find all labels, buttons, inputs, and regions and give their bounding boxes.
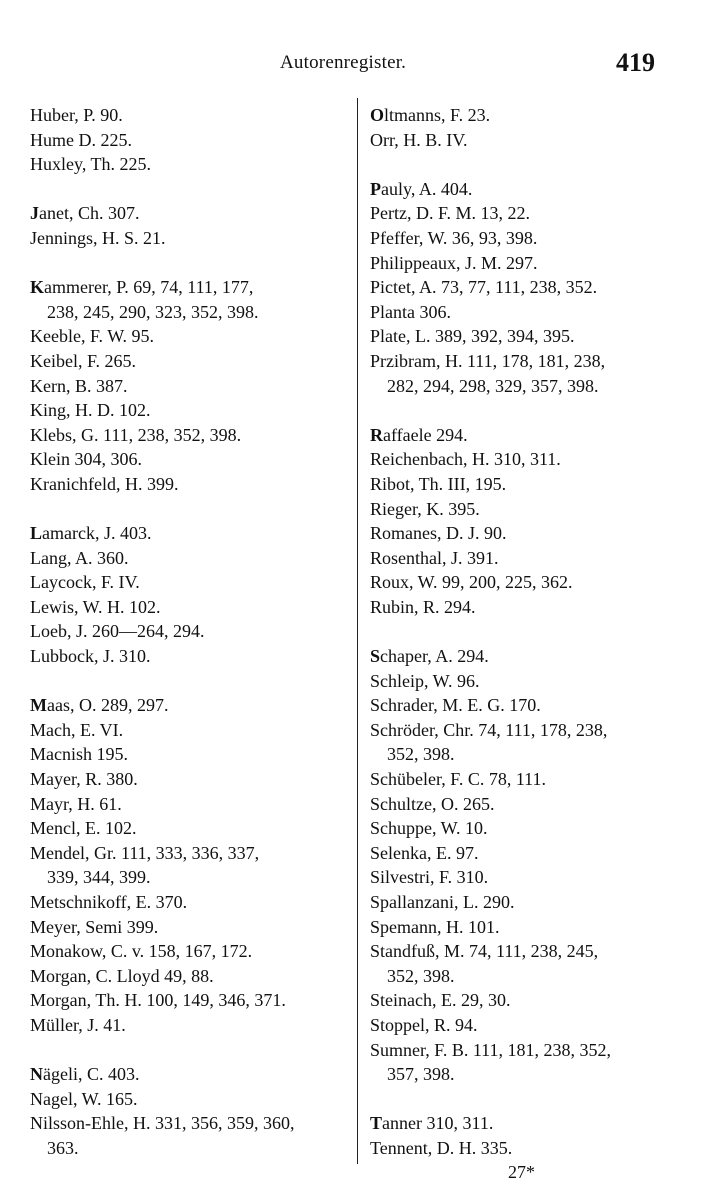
- index-entry-line: [370, 843, 478, 863]
- index-entry-line: [370, 990, 510, 1010]
- index-entry-text: Schultze, O. 265.: [370, 793, 495, 814]
- letter-initial: R: [370, 424, 383, 445]
- index-entry-line: [370, 720, 607, 740]
- index-entry-line: [30, 376, 128, 396]
- index-entry-line: [30, 523, 151, 543]
- index-entry: [30, 374, 345, 399]
- index-entry: [370, 816, 690, 841]
- index-entry: [30, 226, 345, 251]
- index-entry: [30, 103, 345, 128]
- index-entry-line: [370, 474, 506, 494]
- index-entry-line: [30, 744, 128, 764]
- index-entry-continuation: 363.: [47, 1137, 79, 1158]
- index-entry-text: Huber, P. 90.: [30, 105, 123, 125]
- index-entry: [370, 472, 690, 497]
- index-entry-text: ägeli, C. 403.: [43, 1064, 140, 1085]
- index-entry: [370, 275, 690, 300]
- index-entry-line: [370, 203, 530, 223]
- index-entry-text: King, H. D. 102.: [30, 400, 151, 421]
- index-entry-line: [370, 1113, 493, 1133]
- index-entry-text: Spallanzani, L. 290.: [370, 892, 515, 912]
- index-entry-text: Pertz, D. F. M. 13, 22.: [370, 203, 531, 224]
- index-entry-line: [30, 966, 214, 986]
- index-entry: [370, 939, 690, 988]
- index-entry-text: ltmanns, F. 23.: [384, 105, 491, 125]
- index-entry-line: [370, 351, 605, 371]
- index-entry: [370, 546, 690, 571]
- index-entry: [30, 890, 345, 915]
- index-entry-text: Ribot, Th. III, 195.: [370, 473, 507, 494]
- index-entry-line: [370, 425, 468, 445]
- index-entry-text: Rubin, R. 294.: [370, 596, 476, 617]
- index-entry-text: Standfuß, M. 74, 111, 238, 245,: [370, 941, 599, 962]
- index-entry-line: [30, 351, 136, 371]
- index-entry: [30, 841, 345, 890]
- letter-initial: K: [30, 277, 45, 298]
- index-entry-continuation: 357, 398.: [387, 1064, 455, 1085]
- index-entry-line: [30, 154, 151, 174]
- index-entry-line: [30, 277, 253, 297]
- index-entry: [370, 128, 690, 153]
- index-entry-text: Orr, H. B. IV.: [370, 129, 468, 150]
- index-entry-line: [30, 794, 122, 814]
- index-entry-text: Müller, J. 41.: [30, 1014, 126, 1035]
- index-entry-text: auly, A. 404.: [381, 178, 473, 199]
- index-entry-text: Metschnikoff, E. 370.: [30, 892, 188, 912]
- index-entry: [30, 521, 345, 546]
- index-entry: [370, 447, 690, 472]
- index-entry-text: Silvestri, F. 310.: [370, 867, 489, 888]
- letter-group-gap: [30, 669, 345, 694]
- index-entry-line: [370, 105, 490, 125]
- index-entry-line: [30, 572, 140, 592]
- index-entry-line: [30, 203, 140, 223]
- letter-group-gap: [370, 1087, 690, 1112]
- index-entry-line: [370, 695, 541, 715]
- index-entry: [370, 324, 690, 349]
- index-entry: [30, 718, 345, 743]
- index-entry: [30, 595, 345, 620]
- index-entry-text: Rieger, K. 395.: [370, 498, 480, 519]
- index-entry: [370, 841, 690, 866]
- index-entry-text: aas, O. 289, 297.: [47, 695, 169, 716]
- index-entry-line: [30, 597, 161, 617]
- index-entry-text: affaele 294.: [383, 424, 468, 445]
- index-entry-text: Mach, E. VI.: [30, 719, 124, 740]
- index-entry: [370, 300, 690, 325]
- index-entry-line: [30, 1089, 138, 1109]
- index-entry-text: Romanes, D. J. 90.: [370, 523, 507, 544]
- index-entry: [370, 1038, 690, 1087]
- index-entry-line: [370, 130, 467, 150]
- index-entry: [370, 1111, 690, 1136]
- index-entry-text: Mayer, R. 380.: [30, 769, 138, 790]
- index-entry: [30, 1111, 345, 1160]
- index-entry: [370, 693, 690, 718]
- index-entry: [370, 423, 690, 448]
- index-entry: [370, 251, 690, 276]
- index-entry-text: Macnish 195.: [30, 744, 128, 765]
- index-entry-line: [30, 425, 241, 445]
- index-entry-line: [370, 671, 480, 691]
- index-entry: [370, 644, 690, 669]
- index-entry-line: [30, 892, 187, 912]
- index-entry-line: [30, 720, 123, 740]
- index-entry-line: [30, 474, 178, 494]
- index-entry-text: Stoppel, R. 94.: [370, 1014, 478, 1035]
- letter-initial: N: [30, 1064, 43, 1085]
- index-entry-line: [370, 326, 575, 346]
- index-entry-line: [30, 449, 142, 469]
- index-entry: [370, 226, 690, 251]
- index-entry-continuation: 352, 398.: [387, 965, 455, 986]
- index-entry: [30, 988, 345, 1013]
- index-entry-text: Nilsson-Ehle, H. 331, 356, 359, 360,: [30, 1113, 295, 1134]
- index-entry-text: chaper, A. 294.: [380, 646, 489, 667]
- index-entry-text: Schleip, W. 96.: [370, 670, 480, 691]
- index-entry-line: [30, 548, 129, 568]
- letter-group-gap: [370, 152, 690, 177]
- index-entry-continuation: 238, 245, 290, 323, 352, 398.: [47, 301, 259, 322]
- index-entry-text: Lang, A. 360.: [30, 547, 129, 568]
- index-entry-line: [30, 400, 151, 420]
- index-entry: [30, 693, 345, 718]
- index-entry-text: Philippeaux, J. M. 297.: [370, 252, 538, 273]
- column-divider: [357, 98, 358, 1164]
- index-entry: [30, 349, 345, 374]
- index-entry: [30, 1013, 345, 1038]
- index-entry: [30, 619, 345, 644]
- index-entry-line: [370, 302, 451, 322]
- index-entry-text: Schuppe, W. 10.: [370, 818, 488, 839]
- index-entry-text: Reichenbach, H. 310, 311.: [370, 449, 561, 470]
- running-head: Autorenregister.: [280, 52, 407, 73]
- index-entry-text: anner 310, 311.: [382, 1113, 494, 1134]
- index-entry: [370, 718, 690, 767]
- index-entry-text: Kern, B. 387.: [30, 375, 128, 396]
- index-entry-line: [370, 572, 573, 592]
- page-header: [0, 48, 713, 82]
- index-entry: [30, 447, 345, 472]
- index-entry: [370, 1136, 690, 1161]
- index-entry-text: Pictet, A. 73, 77, 111, 238, 352.: [370, 277, 598, 298]
- index-entry: [370, 177, 690, 202]
- index-entry: [370, 349, 690, 398]
- index-entry: [30, 792, 345, 817]
- index-entry-text: Nagel, W. 165.: [30, 1088, 138, 1109]
- index-entry-continuation: 339, 344, 399.: [47, 867, 151, 888]
- index-entry: [30, 324, 345, 349]
- index-entry: [370, 988, 690, 1013]
- index-entry-line: [30, 818, 136, 838]
- index-entry-continuation: 352, 398.: [387, 744, 455, 765]
- letter-group-gap: [30, 497, 345, 522]
- index-entry: [370, 595, 690, 620]
- index-entry-line: [370, 449, 561, 469]
- index-entry-text: Steinach, E. 29, 30.: [370, 990, 511, 1011]
- index-entry-text: Morgan, C. Lloyd 49, 88.: [30, 965, 214, 986]
- index-entry-text: Keibel, F. 265.: [30, 350, 137, 371]
- index-entry: [30, 201, 345, 226]
- letter-initial: J: [30, 203, 39, 224]
- index-entry-line: [30, 917, 158, 937]
- letter-group-gap: [30, 177, 345, 202]
- index-entry: [30, 472, 345, 497]
- index-entry-text: Mendel, Gr. 111, 333, 336, 337,: [30, 842, 260, 863]
- index-entry-line: [370, 867, 488, 887]
- index-entry: [30, 152, 345, 177]
- index-entry-text: Klein 304, 306.: [30, 449, 142, 470]
- index-entry-line: [30, 621, 205, 641]
- index-entry-text: Plate, L. 389, 392, 394, 395.: [370, 326, 575, 347]
- index-entry-text: Schübeler, F. C. 78, 111.: [370, 769, 546, 790]
- index-entry: [370, 201, 690, 226]
- index-entry-line: [370, 523, 507, 543]
- index-entry-text: anet, Ch. 307.: [39, 203, 140, 224]
- index-entry-text: Przibram, H. 111, 178, 181, 238,: [370, 350, 606, 371]
- index-column-right: [370, 103, 690, 1161]
- index-entry: [30, 128, 345, 153]
- letter-initial: P: [370, 178, 381, 199]
- index-entry: [370, 1013, 690, 1038]
- index-entry-text: Loeb, J. 260—264, 294.: [30, 621, 205, 642]
- letter-group-gap: [370, 619, 690, 644]
- letter-group-gap: [30, 251, 345, 276]
- index-entry: [370, 103, 690, 128]
- index-entry: [370, 521, 690, 546]
- index-entry: [30, 1062, 345, 1087]
- index-entry: [30, 644, 345, 669]
- index-entry-text: Jennings, H. S. 21.: [30, 227, 166, 248]
- index-entry-line: [30, 1064, 140, 1084]
- index-entry: [30, 939, 345, 964]
- index-entry-line: [370, 646, 489, 666]
- signature-mark: 27*: [508, 1162, 535, 1182]
- index-entry: [30, 915, 345, 940]
- letter-group-gap: [370, 398, 690, 423]
- index-entry-line: [370, 597, 476, 617]
- index-entry-text: Kranichfeld, H. 399.: [30, 473, 179, 494]
- letter-initial: S: [370, 646, 381, 667]
- index-entry-line: [370, 499, 480, 519]
- index-entry-text: Lubbock, J. 310.: [30, 646, 151, 667]
- index-entry: [30, 964, 345, 989]
- index-entry-text: Selenka, E. 97.: [370, 842, 479, 863]
- index-entry: [30, 570, 345, 595]
- index-entry: [370, 890, 690, 915]
- index-entry-line: [370, 548, 499, 568]
- letter-initial: L: [30, 523, 43, 544]
- index-entry-line: [370, 892, 514, 912]
- index-entry-text: Spemann, H. 101.: [370, 916, 500, 937]
- index-entry-line: [370, 228, 537, 248]
- index-entry-text: Roux, W. 99, 200, 225, 362.: [370, 572, 573, 593]
- index-entry-text: Tennent, D. H. 335.: [370, 1137, 513, 1158]
- index-entry-text: amarck, J. 403.: [42, 523, 152, 544]
- index-entry-text: Meyer, Semi 399.: [30, 916, 159, 937]
- index-entry-text: Hume D. 225.: [30, 129, 132, 150]
- index-entry-line: [370, 917, 500, 937]
- index-entry-line: [370, 818, 488, 838]
- index-entry: [30, 767, 345, 792]
- index-entry-line: [30, 843, 259, 863]
- index-entry-line: [370, 794, 494, 814]
- index-entry-line: [30, 130, 132, 150]
- index-entry-text: Morgan, Th. H. 100, 149, 346, 371.: [30, 990, 286, 1011]
- index-entry-line: [30, 326, 154, 346]
- index-entry-text: Laycock, F. IV.: [30, 572, 140, 593]
- index-entry: [30, 546, 345, 571]
- index-entry: [30, 423, 345, 448]
- index-entry: [30, 1087, 345, 1112]
- index-entry-line: [30, 228, 166, 248]
- index-entry-line: [370, 253, 538, 273]
- index-entry-text: Planta 306.: [370, 301, 451, 322]
- index-entry-text: Lewis, W. H. 102.: [30, 596, 161, 617]
- index-entry-line: [30, 1113, 295, 1133]
- index-entry: [30, 742, 345, 767]
- index-entry-text: Mayr, H. 61.: [30, 793, 122, 814]
- index-entry-line: [370, 179, 472, 199]
- index-entry-text: Mencl, E. 102.: [30, 818, 137, 839]
- index-entry-line: [30, 105, 123, 125]
- index-entry-line: [370, 1138, 512, 1158]
- index-entry: [370, 792, 690, 817]
- index-entry: [370, 865, 690, 890]
- index-entry-text: Klebs, G. 111, 238, 352, 398.: [30, 424, 242, 445]
- index-entry-text: Rosenthal, J. 391.: [370, 547, 499, 568]
- index-column-left: [30, 103, 345, 1161]
- index-entry-line: [370, 769, 546, 789]
- letter-group-gap: [30, 1038, 345, 1063]
- letter-initial: M: [30, 695, 47, 716]
- index-entry: [370, 570, 690, 595]
- letter-initial: O: [370, 105, 385, 125]
- index-entry: [30, 398, 345, 423]
- index-entry-line: [30, 646, 151, 666]
- page-number: 419: [616, 48, 655, 77]
- index-entry-text: Schröder, Chr. 74, 111, 178, 238,: [370, 719, 608, 740]
- index-entry-text: Sumner, F. B. 111, 181, 238, 352,: [370, 1039, 612, 1060]
- index-entry-line: [370, 941, 598, 961]
- index-entry-line: [30, 695, 168, 715]
- index-entry-text: Schrader, M. E. G. 170.: [370, 695, 541, 716]
- index-entry-line: [30, 769, 138, 789]
- letter-initial: T: [370, 1113, 383, 1134]
- index-entry-line: [30, 1015, 126, 1035]
- index-entry: [30, 275, 345, 324]
- index-entry-line: [30, 941, 252, 961]
- index-entry: [30, 816, 345, 841]
- index-entry-text: Huxley, Th. 225.: [30, 154, 151, 175]
- index-entry-line: [30, 990, 286, 1010]
- index-entry: [370, 497, 690, 522]
- index-entry: [370, 669, 690, 694]
- index-entry: [370, 767, 690, 792]
- index-entry-text: ammerer, P. 69, 74, 111, 177,: [44, 277, 254, 298]
- index-entry-line: [370, 1015, 478, 1035]
- index-entry-continuation: 282, 294, 298, 329, 357, 398.: [387, 375, 599, 396]
- index-entry-text: Pfeffer, W. 36, 93, 398.: [370, 227, 538, 248]
- index-entry-line: [370, 1040, 611, 1060]
- index-entry: [370, 915, 690, 940]
- index-entry-text: Keeble, F. W. 95.: [30, 326, 155, 347]
- index-entry-line: [370, 277, 597, 297]
- index-entry-text: Monakow, C. v. 158, 167, 172.: [30, 941, 253, 962]
